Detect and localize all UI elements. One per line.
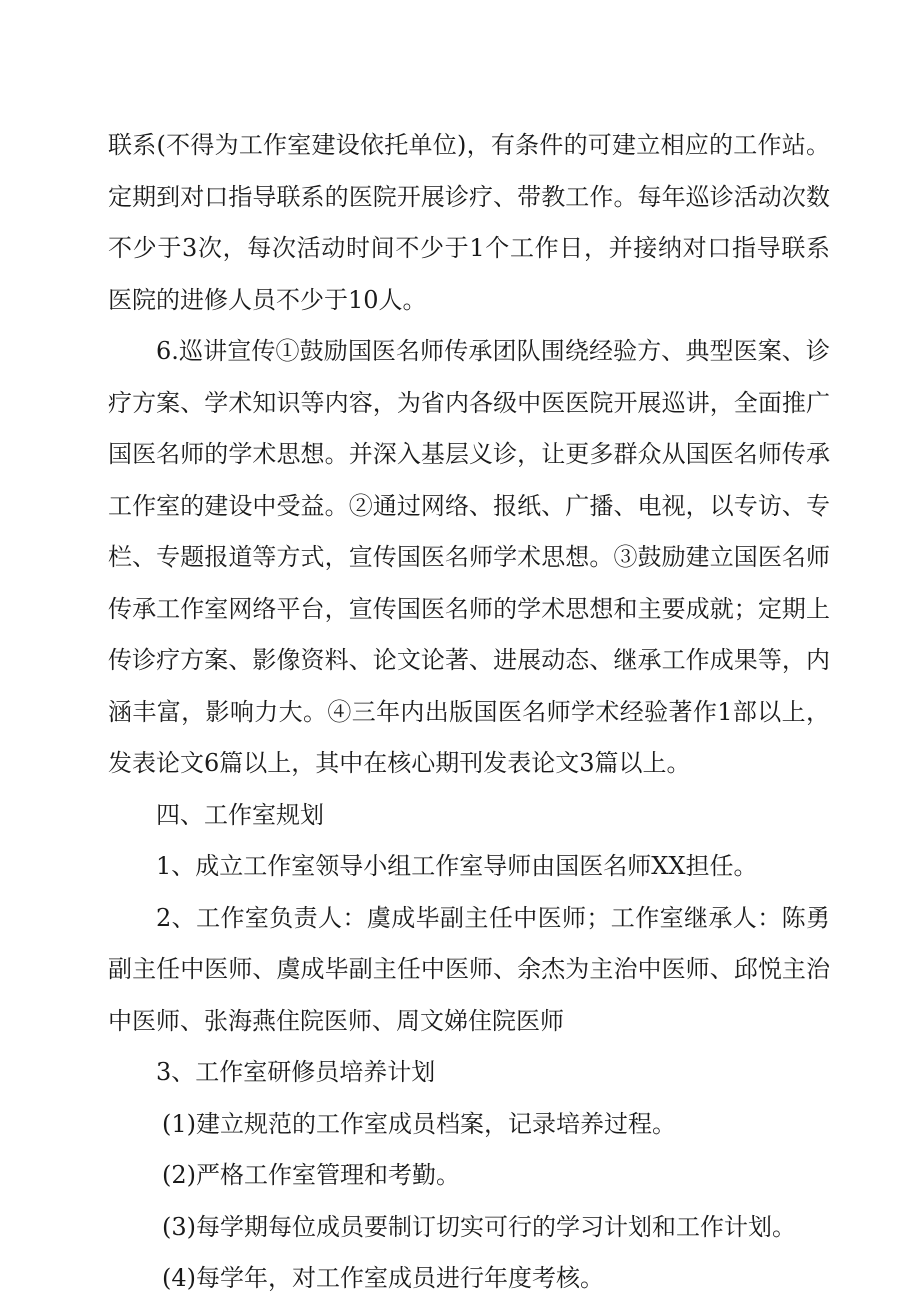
paragraph-plan-1: 1、成立工作室领导小组工作室导师由国医名师XX担任。 <box>156 852 758 880</box>
list-item-plan-3-1: (1)建立规范的工作室成员档案，记录培养过程。 <box>162 1109 676 1138</box>
list-item-plan-3-4: (4)每学年，对工作室成员进行年度考核。 <box>162 1264 604 1292</box>
document-body <box>108 120 830 1305</box>
paragraph-item-6-promotion: 6.巡讲宣传①鼓励国医名师传承团队围绕经验方、典型医案、诊疗方案、学术知识等内容，为省内各级中医医院开展巡讲，全面推广国医名师的学术思想。并深入基层义诊，让更多群众从国医名师传承工作室的建设中受益。②通过网络、报纸、广播、电视，以专访、专栏、专题报道等方式，宣传国医名师学术思想。③鼓励建立国医名师传承工作室网络平台，宣传国医名师的学术思想和主要成就；定期上传诊疗方案、影像资料、论文论著、进展动态、继承工作成果等，内涵丰富，影响力大。④三年内出版国医名师学术经验著作1部以上，发表论文6篇以上，其中在核心期刊发表论文3篇以上。 <box>108 337 830 777</box>
paragraph-plan-2: 2、工作室负责人：虞成毕副主任中医师；工作室继承人：陈勇副主任中医师、虞成毕副主任中医师、余杰为主治中医师、邱悦主治中医师、张海燕住院医师、周文娣住院医师 <box>108 903 830 1035</box>
paragraph-continuation: 联系(不得为工作室建设依托单位)，有条件的可建立相应的工作站。定期到对口指导联系的医院开展诊疗、带教工作。每年巡诊活动次数不少于3次，每次活动时间不少于1个工作日，并接纳对口指导联系医院的进修人员不少于10人。 <box>108 131 830 314</box>
paragraph-plan-3: 3、工作室研修员培养计划 <box>156 1058 436 1086</box>
list-item-plan-3-2: (2)严格工作室管理和考勤。 <box>162 1161 460 1189</box>
section-heading-studio-plan: 四、工作室规划 <box>156 800 324 829</box>
list-item-plan-3-3: (3)每学期每位成员要制订切实可行的学习计划和工作计划。 <box>162 1212 796 1241</box>
